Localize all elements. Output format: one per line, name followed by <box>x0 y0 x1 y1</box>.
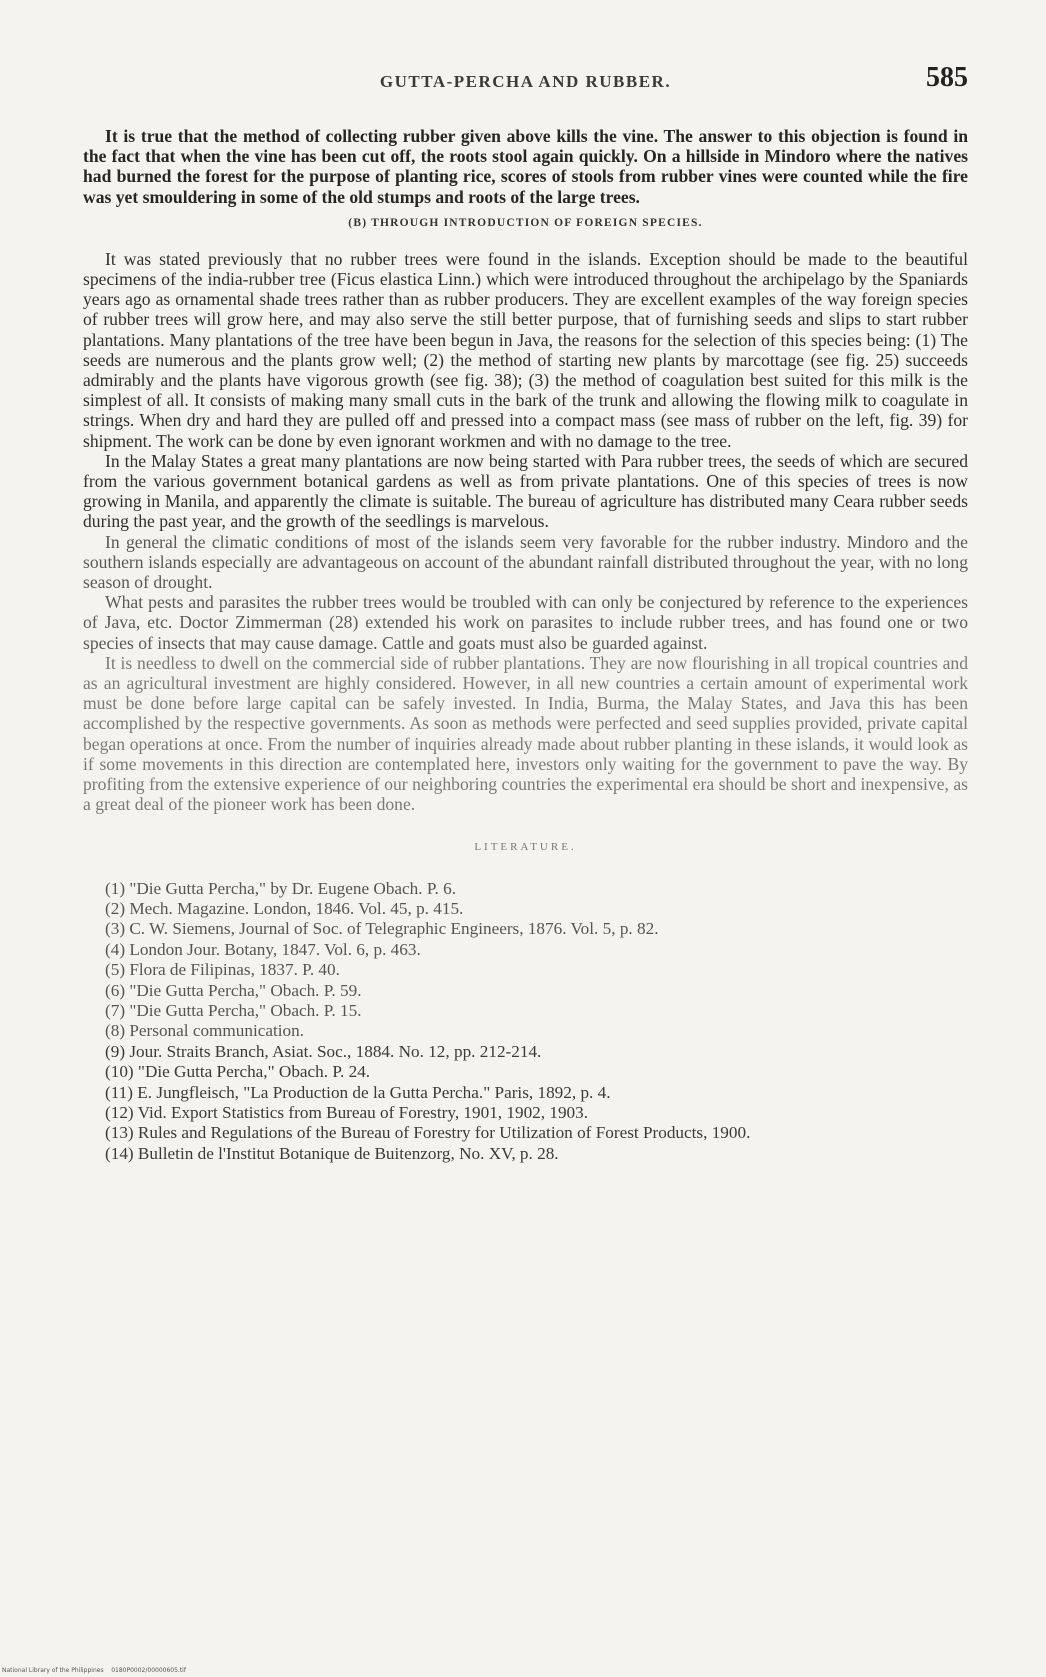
paragraph-climatic-conditions: In general the climatic conditions of most of the islands seem very favorable for the rubber industry. Mindoro and the southern islands especially are advantageous on account of the abundant rainfall distributed throughout the year, with no long season of drought. <box>83 531 968 593</box>
reference-list <box>83 879 968 1165</box>
reference-item: (13) Rules and Regulations of the Bureau of Forestry for Utilization of Forest Products, 1900. <box>105 1123 751 1143</box>
reference-item: (9) Jour. Straits Branch, Asiat. Soc., 1884. No. 12, pp. 212-214. <box>105 1041 542 1061</box>
body-text <box>83 249 968 815</box>
paragraph-malay-states: In the Malay States a great many plantations are now being started with Para rubber trees, the seeds of which are secured from the various government botanical gardens as well as from private plantations. One of this species of trees is now growing in Manila, and apparently the climate is suitable. The bureau of agriculture has distributed many Ceara rubber seeds during the past year, and the growth of the seedlings is marvelous. <box>83 450 968 532</box>
reference-item: (3) C. W. Siemens, Journal of Soc. of Telegraphic Engineers, 1876. Vol. 5, p. 82. <box>105 919 659 939</box>
reference-item: (5) Flora de Filipinas, 1837. P. 40. <box>105 960 340 980</box>
reference-item: (2) Mech. Magazine. London, 1846. Vol. 45, p. 415. <box>105 898 464 918</box>
reference-item: (7) "Die Gutta Percha," Obach. P. 15. <box>105 1000 362 1020</box>
running-title: GUTTA-PERCHA AND RUBBER. <box>379 72 672 91</box>
reference-item: (11) E. Jungfleisch, "La Production de la Gutta Percha." Paris, 1892, p. 4. <box>105 1082 611 1102</box>
page-number: 585 <box>926 62 968 93</box>
literature-heading: LITERATURE. <box>474 840 577 853</box>
document-page <box>83 60 968 1164</box>
reference-item: (10) "Die Gutta Percha," Obach. P. 24. <box>105 1062 371 1082</box>
reference-item: (1) "Die Gutta Percha," by Dr. Eugene Obach. P. 6. <box>105 878 457 898</box>
scan-footer-note: National Library of the Philippines 0180P0002/00000605.tif <box>2 1667 186 1674</box>
reference-item: (12) Vid. Export Statistics from Bureau of Forestry, 1901, 1902, 1903. <box>105 1102 589 1122</box>
reference-item: (4) London Jour. Botany, 1847. Vol. 6, p. 463. <box>105 939 421 959</box>
paragraph-commercial-side: It is needless to dwell on the commercial side of rubber plantations. They are now flourishing in all tropical countries and as an agricultural investment are highly considered. However, in all new countries a certain amount of experimental work must be done before large capital can be safely invested. In India, Burma, the Malay States, and Java this has been accomplished by the respective governments. As soon as methods were perfected and seed supplies provided, private capital began operations at once. From the number of inquiries already made about rubber planting in these islands, it would look as if some movements in this direction are contemplated here, investors only waiting for the government to pave the way. By profiting from the extensive experience of our neighboring countries the experimental era should be short and inexpensive, as a great deal of the pioneer work has been done. <box>83 652 968 815</box>
section-heading: (B) THROUGH INTRODUCTION OF FOREIGN SPECIES. <box>348 216 703 229</box>
reference-item: (6) "Die Gutta Percha," Obach. P. 59. <box>105 980 362 1000</box>
running-header <box>83 60 968 100</box>
paragraph-pests-parasites: What pests and parasites the rubber trees would be troubled with can only be conjectured by reference to the experiences of Java, etc. Doctor Zimmerman (28) extended his work on parasites to include rubber trees, and has found one or two species of insects that may cause damage. Cattle and goats must also be guarded against. <box>83 592 968 653</box>
reference-item: (14) Bulletin de l'Institut Botanique de Buitenzorg, No. XV, p. 28. <box>105 1143 559 1163</box>
reference-item: (8) Personal communication. <box>105 1021 305 1041</box>
paragraph-vine-objection: It is true that the method of collecting rubber given above kills the vine. The answer to this objection is found in the fact that when the vine has been cut off, the roots stool again quickly. On a hillside in Mindoro where the natives had burned the forest for the purpose of planting rice, scores of stools from rubber vines were counted while the fire was yet smouldering in some of the old stumps and roots of the large trees. <box>83 126 968 207</box>
paragraph-ficus-elastica: It was stated previously that no rubber trees were found in the islands. Exception should be made to the beautiful specimens of the india-rubber tree (Ficus elastica Linn.) which were introduced throughout the archipelago by the Spaniards years ago as ornamental shade trees rather than as rubber producers. They are excellent examples of the way foreign species of rubber trees will grow here, and may also serve the still better purpose, that of furnishing seeds and slips to start rubber plantations. Many plantations of the tree have been begun in Java, the reasons for the selection of this species being: (1) The seeds are numerous and the plants grow well; (2) the method of starting new plants by marcottage (see fig. 25) succeeds admirably and the plants have vigorous growth (see fig. 38); (3) the method of coagulation best suited for this milk is the simplest of all. It consists of making many small cuts in the bark of the trunk and allowing the flowing milk to coagulate in strings. When dry and hard they are pulled off and pressed into a compact mass (see mass of rubber on the left, fig. 39) for shipment. The work can be done by even ignorant workmen and with no damage to the tree. <box>83 248 968 451</box>
